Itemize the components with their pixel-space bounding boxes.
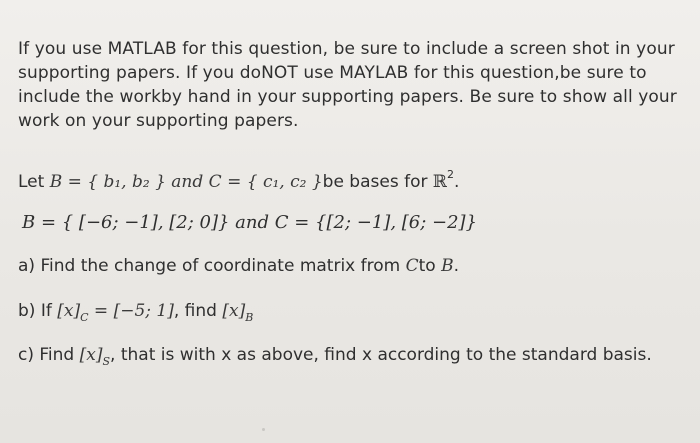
bases-for-text: be bases for bbox=[322, 172, 433, 192]
question-c-prefix: c) Find bbox=[18, 345, 80, 365]
subscript-s: S bbox=[102, 355, 111, 368]
subscript-c: C bbox=[80, 311, 89, 324]
question-a bbox=[18, 256, 459, 276]
question-a-middle: to bbox=[418, 256, 442, 276]
x-coord-c-value: = [−5; 1] bbox=[88, 301, 174, 321]
basis-b-symbol: B bbox=[441, 256, 454, 276]
real-field-symbol: ℝ bbox=[432, 172, 448, 192]
question-b-middle: , find bbox=[173, 301, 223, 321]
question-b bbox=[18, 301, 253, 324]
bases-values-line: B = { [−6; −1], [2; 0]} and C = {[2; −1], [6; −2]} bbox=[22, 212, 478, 233]
subscript-b: B bbox=[245, 311, 254, 324]
bases-set-notation: B = { b₁, b₂ } and C = { c₁, c₂ } bbox=[49, 172, 323, 192]
question-c-suffix: , that is with x as above, find x according to the standard basis. bbox=[110, 345, 652, 365]
x-coord-s: [x] bbox=[79, 345, 103, 365]
question-a-prefix: a) Find the change of coordinate matrix from bbox=[18, 256, 406, 276]
question-a-suffix: . bbox=[453, 256, 460, 276]
paper-speck bbox=[262, 428, 265, 431]
question-c bbox=[18, 345, 652, 368]
bases-definition-line bbox=[18, 168, 459, 192]
period: . bbox=[454, 172, 460, 192]
instructions-paragraph: If you use MATLAB for this question, be sure to include a screen shot in your supporting papers. If you doNOT use MAYLAB for this question,be sure to include the workby hand in your supporting papers. Be sure to show all your work on your supporting papers. bbox=[18, 39, 677, 131]
x-coord-c: [x] bbox=[57, 301, 81, 321]
x-coord-b: [x] bbox=[222, 301, 246, 321]
dimension-exponent: 2 bbox=[447, 168, 455, 181]
let-prefix: Let bbox=[18, 172, 50, 192]
basis-c-symbol: C bbox=[405, 256, 419, 276]
question-b-prefix: b) If bbox=[18, 301, 58, 321]
